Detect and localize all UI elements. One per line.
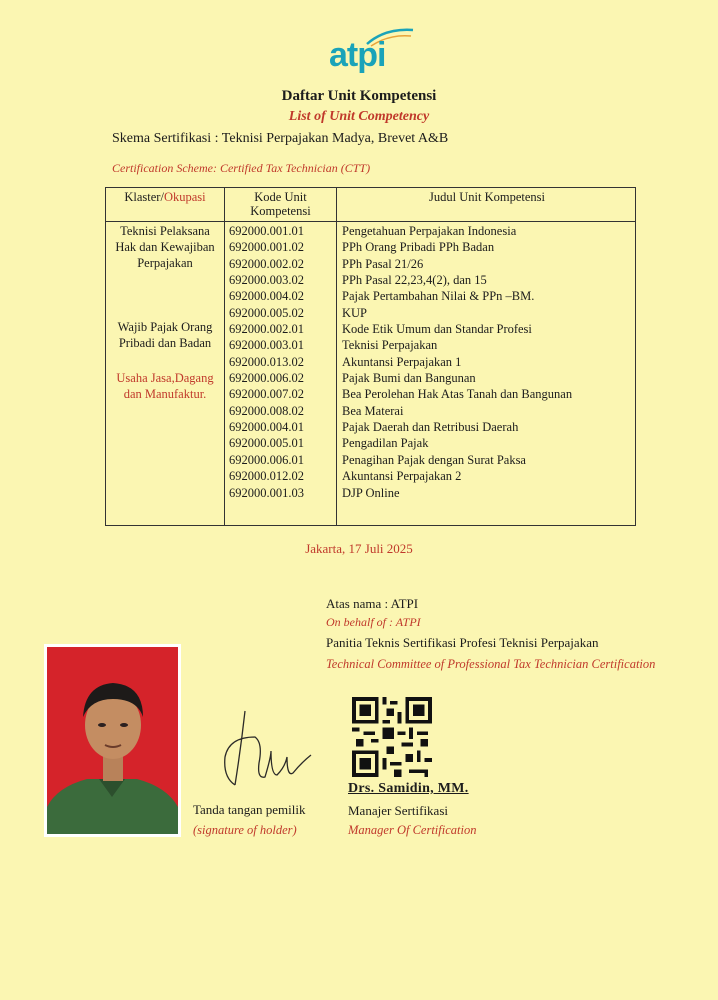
table-header-code: Kode Unit Kompetensi (250, 190, 311, 218)
table-cell-title: KUP (342, 305, 368, 320)
table-cell-title: Pengadilan Pajak (342, 436, 429, 451)
on-behalf-text-en: On behalf of : ATPI (326, 615, 421, 629)
committee-text-en: Technical Committee of Professional Tax Technician Certification (326, 657, 656, 671)
holder-signature-label: Tanda tangan pemilik (193, 802, 306, 817)
on-behalf-text: Atas nama : ATPI (326, 596, 419, 611)
table-cell-code: 692000.002.02 (229, 256, 304, 271)
manager-name: Drs. Samidin, MM. (348, 781, 469, 796)
scheme-text-en: Certification Scheme: Certified Tax Technician (CTT) (112, 161, 371, 175)
document-title: Daftar Unit Kompetensi (281, 88, 437, 104)
title-column (342, 223, 572, 501)
table-cell-code: 692000.003.02 (229, 273, 304, 288)
table-cell-title: Pajak Bumi dan Bangunan (342, 371, 476, 386)
document-title-en: List of Unit Competency (288, 109, 430, 124)
table-cell-title: Akuntansi Perpajakan 1 (342, 354, 462, 369)
table-header-title: Judul Unit Kompetensi (429, 190, 545, 204)
holder-photo (44, 644, 181, 837)
manager-title-en: Manager Of Certification (348, 823, 477, 837)
issue-date: Jakarta, 17 Juli 2025 (305, 541, 413, 556)
table-cell-code: 692000.001.02 (229, 240, 304, 255)
table-cell-code: 692000.001.01 (229, 224, 304, 238)
committee-text: Panitia Teknis Sertifikasi Profesi Teknisi Perpajakan (326, 635, 599, 650)
table-cell-title: PPh Orang Pribadi PPh Badan (342, 240, 495, 255)
table-cell-code: 692000.004.01 (229, 420, 304, 435)
table-divider (224, 188, 225, 525)
table-cell-title: Kode Etik Umum dan Standar Profesi (342, 322, 532, 337)
table-cell-title: Bea Materai (342, 403, 404, 418)
photo-background (47, 647, 178, 834)
table-cell-cluster: Usaha Jasa,Dagang dan Manufaktur. (116, 371, 214, 401)
table-cell-title: Akuntansi Perpajakan 2 (342, 469, 462, 484)
table-cell-title: Teknisi Perpajakan (342, 338, 438, 353)
table-cell-code: 692000.005.01 (229, 436, 304, 451)
code-column (229, 223, 304, 501)
table-cell-code: 692000.006.02 (229, 371, 304, 386)
table-cell-title: PPh Pasal 21/26 (342, 256, 424, 271)
table-cell-code: 692000.012.02 (229, 469, 304, 484)
table-cell-code: 692000.004.02 (229, 289, 304, 304)
table-cell-code: 692000.003.01 (229, 338, 304, 353)
table-cell-title: Pajak Daerah dan Retribusi Daerah (342, 420, 519, 435)
table-header-cluster: Klaster/Okupasi (124, 190, 206, 204)
table-cell-code: 692000.002.01 (229, 322, 304, 337)
manager-title: Manajer Sertifikasi (348, 803, 448, 818)
table-cell-code: 692000.005.02 (229, 305, 304, 320)
qr-code-icon (352, 697, 432, 777)
logo-text: atpi (329, 36, 386, 74)
holder-signature-icon (215, 707, 315, 789)
table-header-divider (106, 221, 635, 222)
person-portrait-icon (47, 647, 178, 834)
holder-signature-label-en: (signature of holder) (193, 823, 297, 837)
table-cell-code: 692000.006.01 (229, 452, 304, 467)
table-cell-title: Pajak Pertambahan Nilai & PPn –BM. (342, 289, 535, 304)
table-cell-code: 692000.007.02 (229, 387, 304, 402)
table-cell-title: Bea Perolehan Hak Atas Tanah dan Bangunan (342, 387, 573, 402)
atpi-logo (325, 24, 425, 74)
scheme-text: Skema Sertifikasi : Teknisi Perpajakan Madya, Brevet A&B (112, 131, 449, 146)
table-cell-title: DJP Online (342, 485, 400, 500)
table-cell-title: Pengetahuan Perpajakan Indonesia (342, 224, 517, 238)
table-cell-cluster: Wajib Pajak Orang Pribadi dan Badan (117, 320, 213, 350)
table-cell-code: 692000.008.02 (229, 403, 304, 418)
competency-table (105, 187, 636, 526)
table-cell-title: PPh Pasal 22,23,4(2), dan 15 (342, 273, 487, 288)
table-cell-code: 692000.001.03 (229, 485, 304, 500)
table-cell-code: 692000.013.02 (229, 354, 304, 369)
table-cell-title: Penagihan Pajak dengan Surat Paksa (342, 452, 526, 467)
table-cell-cluster: Teknisi Pelaksana Hak dan Kewajiban Perpajakan (115, 224, 215, 270)
table-divider (336, 188, 337, 525)
